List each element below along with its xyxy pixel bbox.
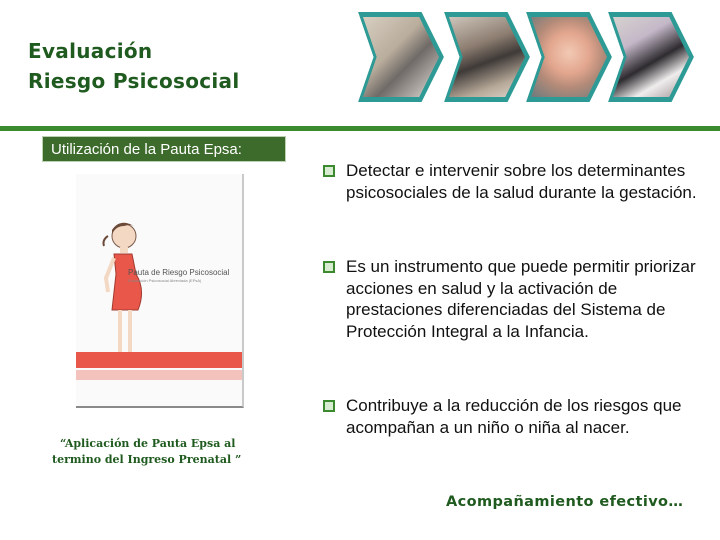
bullet-text-3: Contribuye a la reducción de los riesgos que acompañan a un niño o niña al nacer. [346,396,682,437]
cover-caption [52,436,262,468]
title-line-2: Riesgo Psicosocial [28,69,240,93]
photo-family [608,12,694,102]
checkbox-bullet-icon [322,399,336,413]
title-line-1: Evaluación [28,39,153,63]
checkbox-bullet-icon [322,260,336,274]
cover-title: Pauta de Riesgo Psicosocial [128,268,230,277]
caption-line-1: “Aplicación de Pauta Epsa al [60,437,236,450]
cover-pink-band [76,370,242,380]
photo-baby [526,12,612,102]
checkbox-bullet-icon [322,164,336,178]
bullet-text-1: Detectar e intervenir sobre los determinantes psicosociales de la salud durante la gestación. [346,161,697,202]
divider-rule [0,126,720,131]
caption-line-2: termino del Ingreso Prenatal ” [52,453,242,466]
bullet-text-2: Es un instrumento que puede permitir priorizar acciones en salud y la activación de prestaciones diferenciadas del Sistema de Protección Integral a la Infancia. [346,257,696,341]
booklet-cover [76,174,244,408]
slide-title [28,36,240,96]
photo-strip [358,12,708,102]
footer-tagline: Acompañamiento efectivo… [446,494,684,510]
cover-red-band [76,352,242,368]
section-label: Utilización de la Pauta Epsa: [42,136,286,162]
photo-group [444,12,530,102]
cover-subtitle: Evaluación Psicosocial Abreviada (EPsA) [128,278,202,283]
photo-clinic [358,12,444,102]
